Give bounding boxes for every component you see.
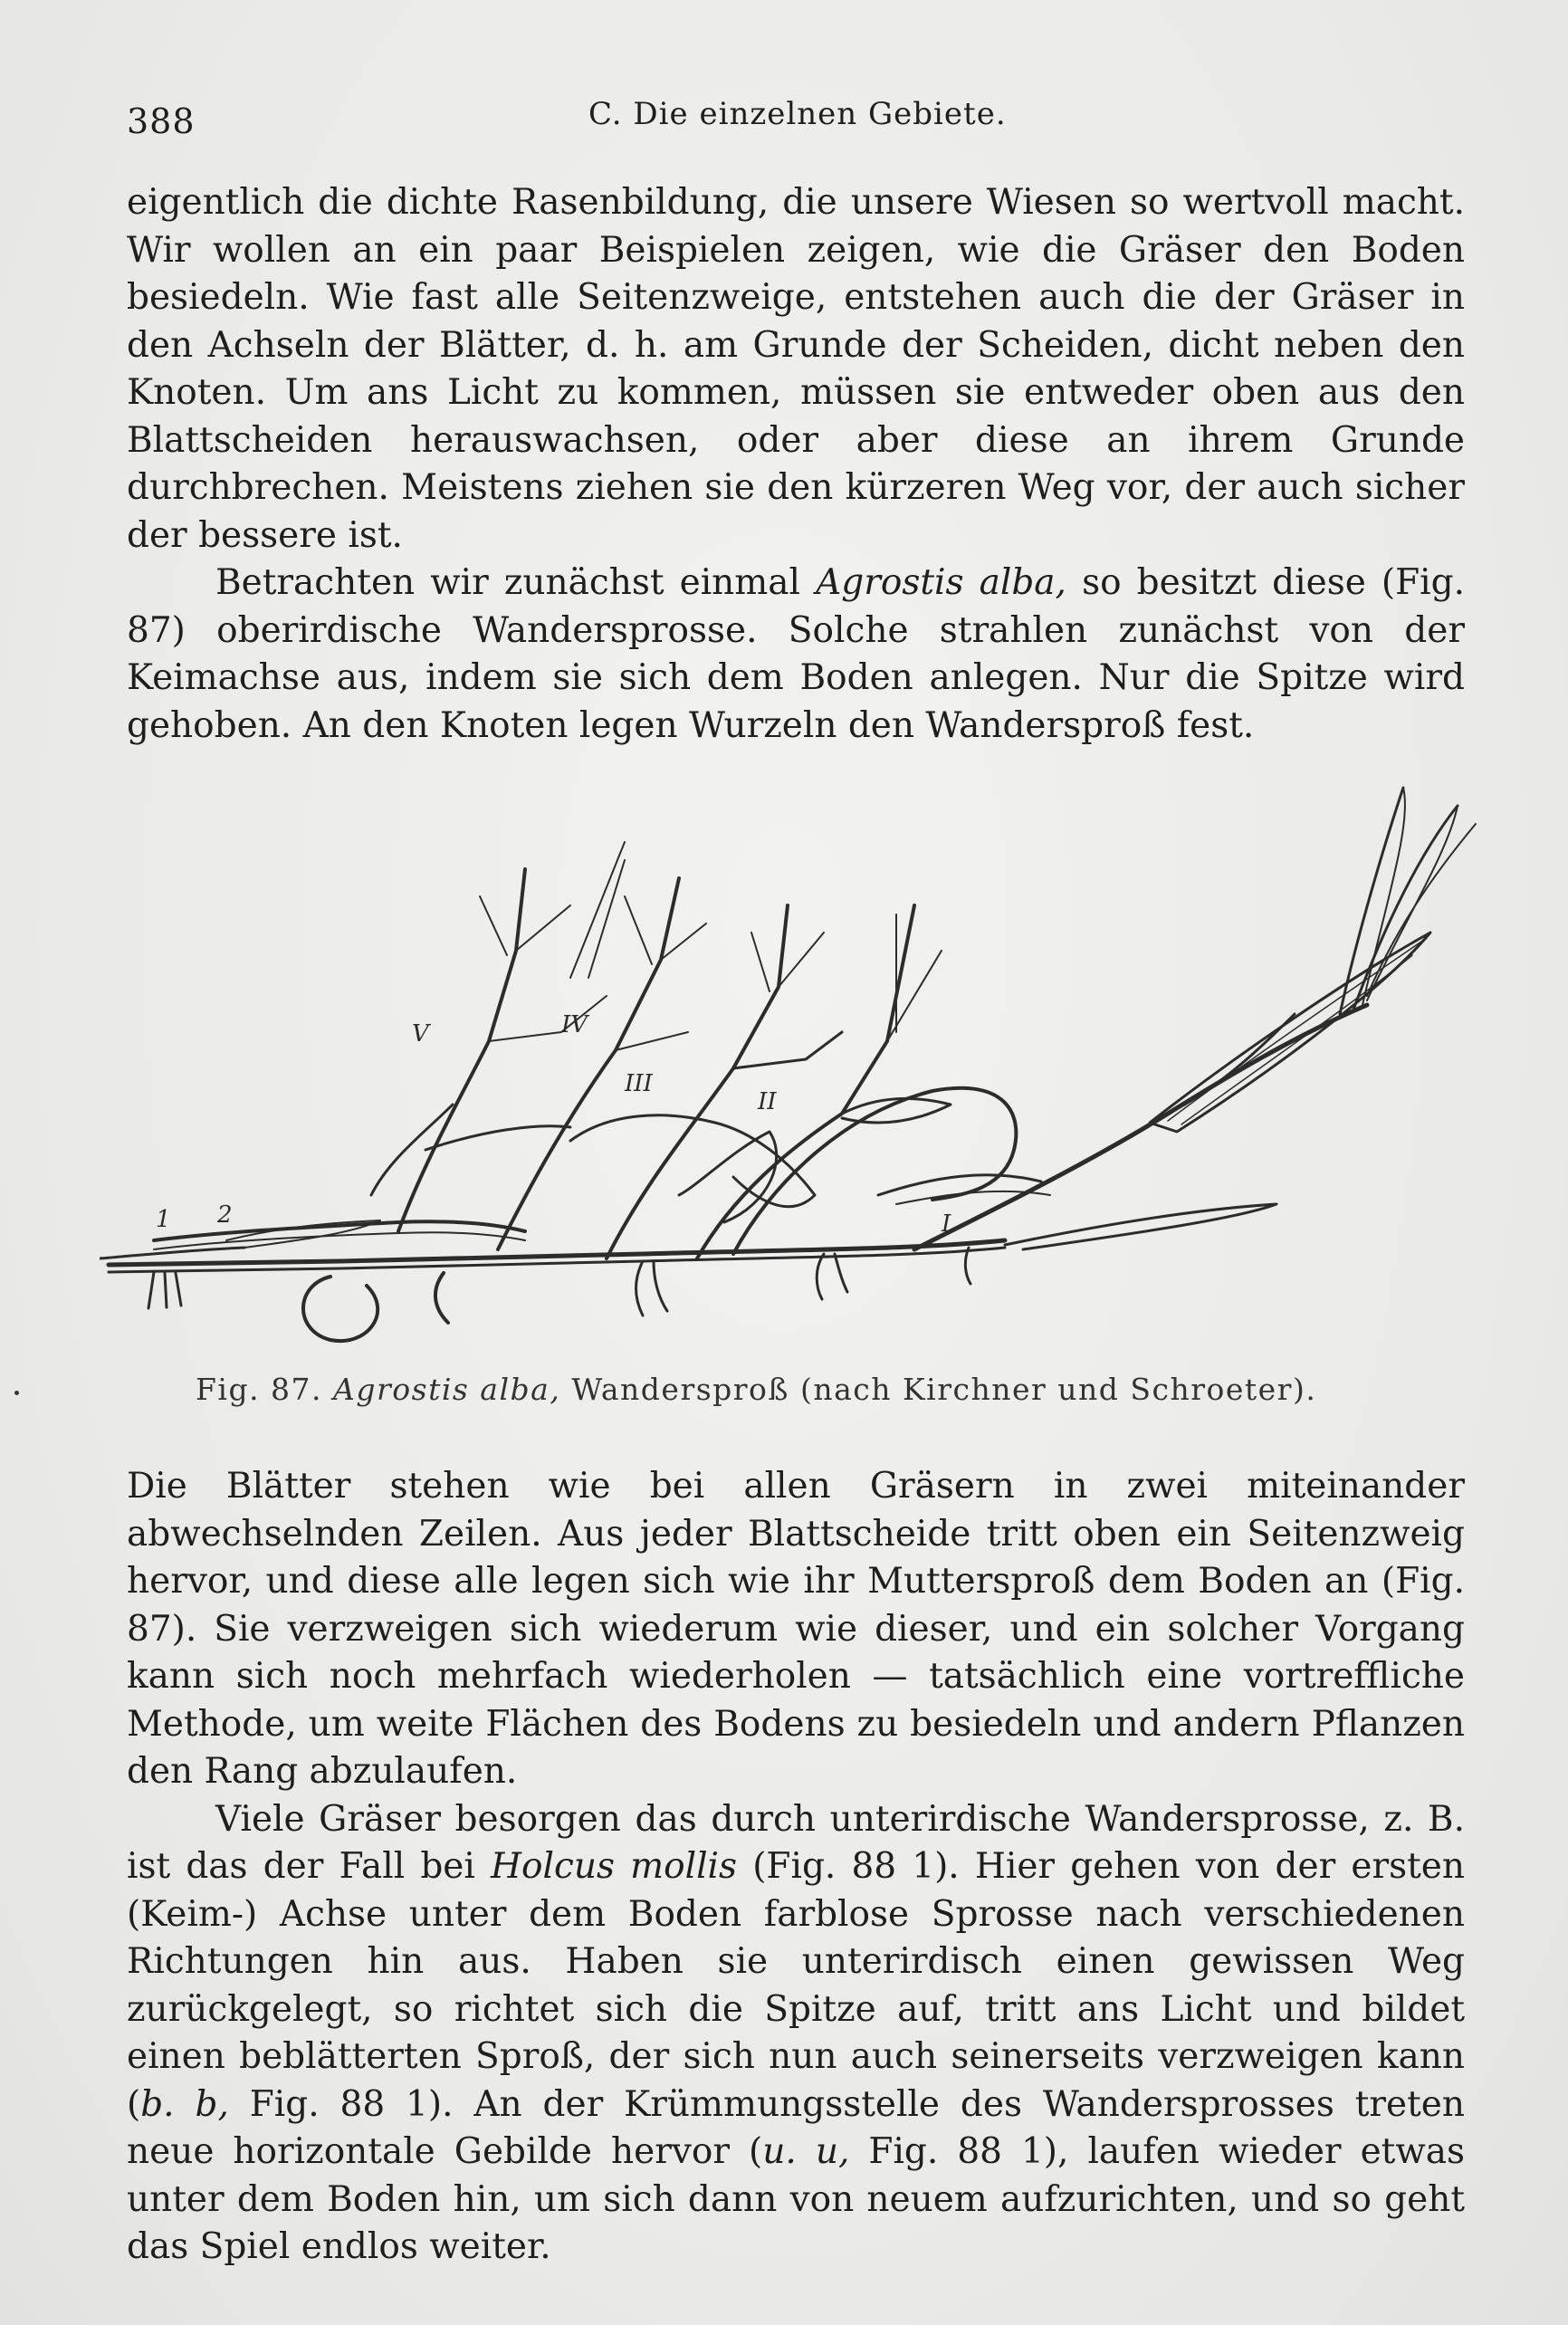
main-runner-stem [109, 1240, 1005, 1265]
paragraph-4-text-d: Fig. 88 1), laufen wieder etwas unter dem Boden hin, um sich dann von neuem aufzurichten, und so geht das Spiel endlos weiter. [127, 2131, 1466, 2267]
paragraph-2-text-b: so besitzt diese (Fig. 87) oberirdische Wandersprosse. Solche strahlen zunächst von der Keimachse aus, indem sie sich dem Boden anlegen. Nur die Spitze wird gehoben. An den Knoten legen Wurzeln den Wandersproß fest. [127, 562, 1466, 746]
curled-root [303, 1277, 378, 1341]
lower-text-block [127, 1463, 1465, 2272]
species-name-agrostis: Agrostis alba, [816, 562, 1066, 603]
rising-shoot [914, 1005, 1367, 1249]
paragraph-4-text-b: (Fig. 88 1). Hier gehen von der ersten (Keim-) Achse unter dem Boden farblose Sprosse nach verschiedenen Richtungen hin aus. Haben sie unterirdisch einen gewissen Weg zurückgelegt, so richtet sich die Spitze auf, tritt ans Licht und bildet einen beblätterten Sproß, der sich nun auch seinerseits verzweigen kann ( [127, 1846, 1465, 2125]
caption-prefix: Fig. 87. [196, 1372, 334, 1407]
label-V: V [412, 1020, 429, 1048]
label-I: I [942, 1210, 951, 1238]
label-III: III [625, 1070, 653, 1097]
upper-text-block [127, 179, 1465, 750]
label-2: 2 [217, 1201, 233, 1229]
paragraph-2-text-a: Betrachten wir zunächst einmal [215, 562, 817, 603]
page-number: 388 [127, 101, 196, 141]
grass-runner-drawing [100, 770, 1494, 1358]
branch-II [697, 905, 914, 1258]
label-II: II [758, 1088, 777, 1115]
ref-u: u. u, [762, 2131, 850, 2172]
paragraph-4-text-a: Viele Gräser besorgen das durch unterirdische Wandersprosse, z. B. ist das der Fall bei [127, 1798, 1465, 1887]
paragraph-3: Die Blätter stehen wie bei allen Gräsern in zwei miteinander abwechselnden Zeilen. Aus jeder Blattscheide tritt oben ein Seitenzweig hervor, und diese alle legen sich wie ihr Muttersproß dem Boden an (Fig. 87). Sie verzweigen sich wiederum wie dieser, und ein solcher Vorgang kann sich noch mehrfach wiederholen — tatsächlich eine vortreffliche Methode, um weite Flächen des Bodens zu besiedeln und andern Pflanzen den Rang abzulaufen. [127, 1466, 1465, 1792]
paragraph-4-text-c: Fig. 88 1). An der Krümmungsstelle des Wandersprosses treten neue horizontale Gebilde hervor ( [127, 2083, 1465, 2172]
species-name-holcus: Holcus mollis [491, 1846, 738, 1887]
figure-caption [196, 1372, 1463, 1407]
running-head [127, 91, 1467, 145]
label-1: 1 [156, 1206, 171, 1233]
stray-dot [14, 1391, 19, 1395]
ref-b: b. b, [140, 2083, 229, 2125]
paragraph-1: eigentlich die dichte Rasenbildung, die unsere Wiesen so wertvoll macht. Wir wollen an ein paar Beispielen zeigen, wie die Gräser den Boden besiedeln. Wie fast alle Seitenzweige, entstehen auch die der Gräser in den Achseln der Blätter, d. h. am Grunde der Scheiden, dicht neben den Knoten. Um ans Licht zu kommen, müssen sie entweder oben aus den Blattscheiden herauswachsen, oder aber diese an ihrem Grunde durchbrechen. Meistens ziehen sie den kürzeren Weg vor, der auch sicher der bessere ist. [127, 182, 1465, 556]
paragraph-4 [127, 1796, 1465, 2272]
paragraph-2 [127, 560, 1465, 750]
caption-rest: Wandersproß (nach Kirchner und Schroeter). [560, 1372, 1317, 1407]
running-title: C. Die einzelnen Gebiete. [588, 96, 1007, 132]
caption-species: Agrostis alba, [333, 1372, 561, 1407]
label-IV: IV [561, 1011, 588, 1038]
branch-V [398, 869, 525, 1231]
figure-87-illustration [100, 770, 1494, 1358]
